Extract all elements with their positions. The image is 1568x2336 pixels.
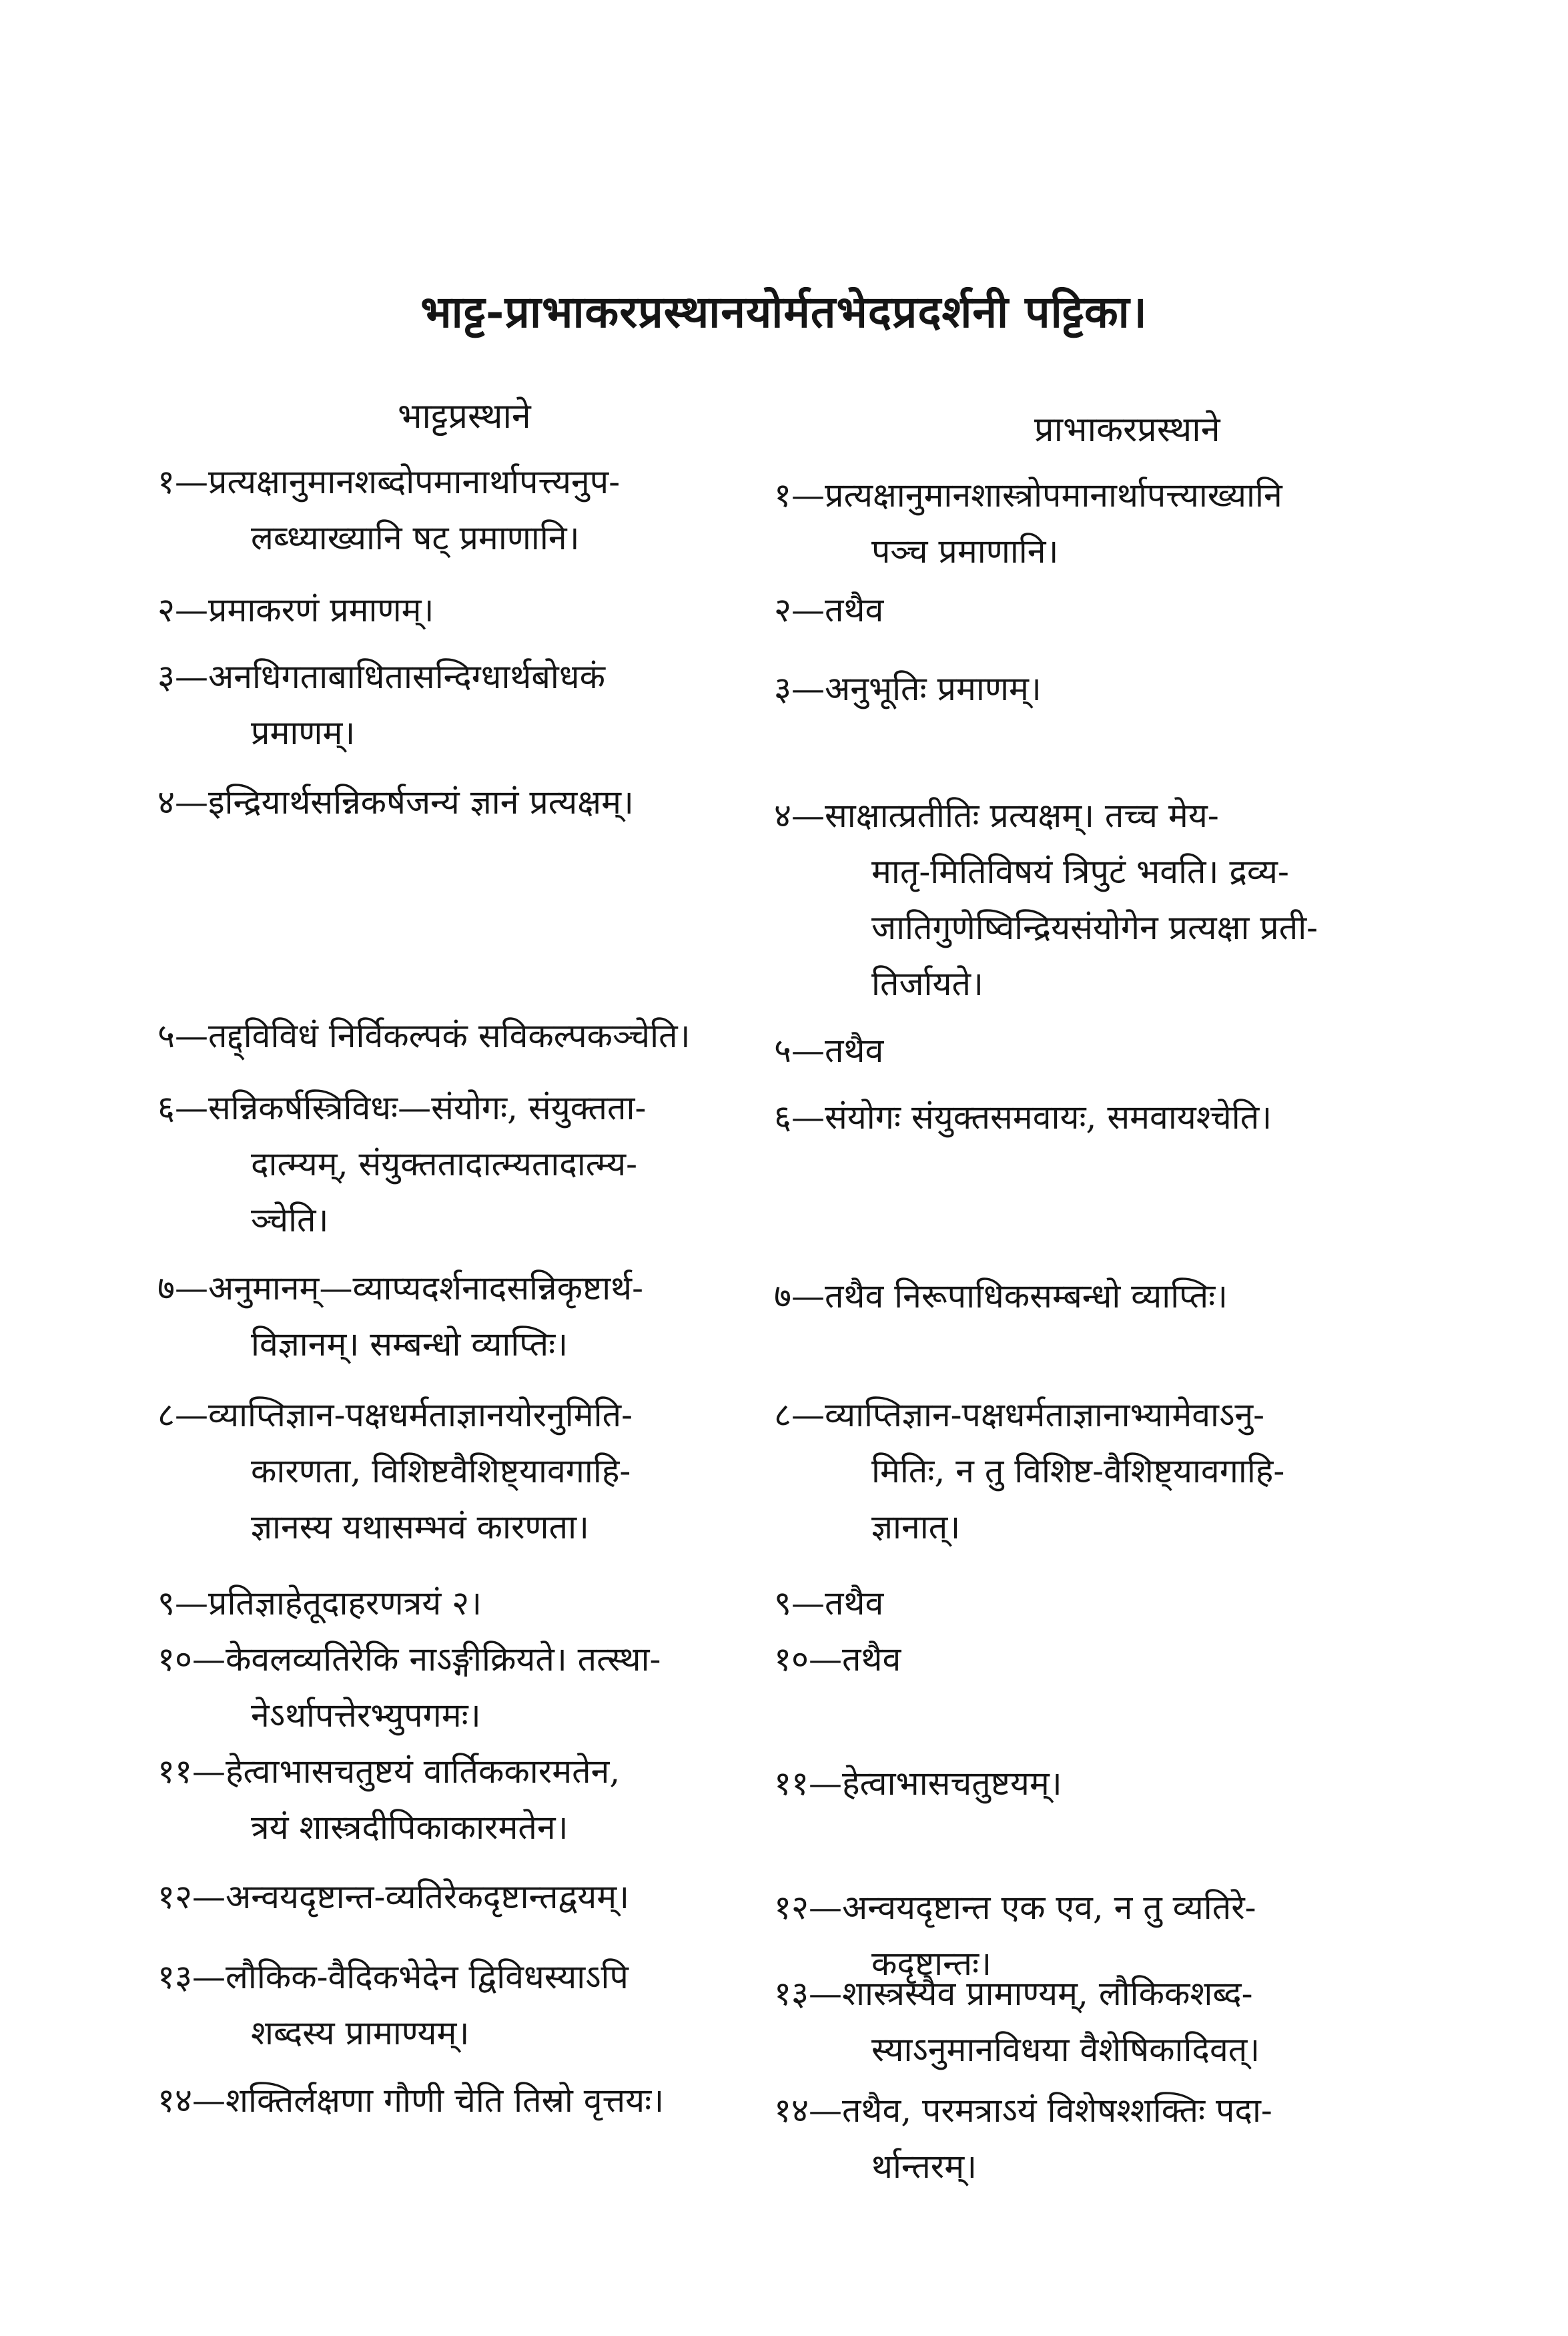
entry-text: सन्निकर्षस्त्रिविधः—संयोगः, संयुक्तता- bbox=[208, 1089, 647, 1127]
right-entry bbox=[774, 582, 1441, 638]
entry-number: ९ bbox=[774, 1584, 791, 1623]
entry-text: अनधिगताबाधितासन्दिग्धार्थबोधकं bbox=[208, 657, 605, 696]
entry-text: लौकिक-वैदिकभेदेन द्विविधस्याऽपि bbox=[226, 1958, 629, 1996]
entry-number: ३ bbox=[774, 669, 791, 708]
entry-continuation-line: मितिः, न तु विशिष्ट-वैशिष्ट्यावगाहि- bbox=[871, 1452, 1285, 1490]
entry-dash: — bbox=[809, 1888, 842, 1927]
entry-first-line bbox=[774, 467, 1441, 523]
entry-text: प्रतिज्ञाहेतूदाहरणत्रयं २। bbox=[208, 1584, 482, 1623]
entry-continuation-line: ज्ञानात्। bbox=[871, 1508, 961, 1546]
entry-dash: — bbox=[192, 1640, 226, 1679]
entry-dash: — bbox=[791, 591, 825, 629]
entry-first-line bbox=[774, 1966, 1441, 2022]
entry-first-line bbox=[774, 1387, 1441, 1443]
entry-dash: — bbox=[175, 1089, 208, 1127]
entry-number: ५ bbox=[157, 1016, 175, 1055]
entry-first-line bbox=[774, 582, 1441, 638]
entry-first-line bbox=[157, 1631, 758, 1687]
entry-first-line bbox=[157, 454, 758, 510]
left-entry bbox=[157, 1387, 758, 1555]
entry-continuation-line: कदृष्टान्तः। bbox=[871, 1944, 992, 1983]
left-entry bbox=[157, 1080, 758, 1248]
entry-number: १० bbox=[157, 1640, 192, 1679]
right-entry bbox=[774, 467, 1441, 579]
left-entry bbox=[157, 454, 758, 566]
entry-continuation-line: र्थान्तरम्। bbox=[871, 2147, 977, 2186]
entry-first-line bbox=[774, 1575, 1441, 1631]
entry-dash: — bbox=[791, 1098, 825, 1137]
entry-continuation-line: पञ्च प्रमाणानि। bbox=[871, 532, 1059, 571]
left-entry bbox=[157, 1008, 758, 1064]
entry-dash: — bbox=[791, 476, 825, 515]
entry-text: तद्द्विविधं निर्विकल्पकं सविकल्पकञ्चेति। bbox=[208, 1016, 691, 1055]
entry-continuation-line: शब्दस्य प्रामाण्यम्। bbox=[251, 2014, 470, 2052]
entry-number: ४ bbox=[774, 796, 791, 835]
entry-dash: — bbox=[791, 796, 825, 835]
entry-text: व्याप्तिज्ञान-पक्षधर्मताज्ञानयोरनुमिति- bbox=[208, 1396, 633, 1434]
entry-number: ८ bbox=[774, 1396, 791, 1434]
entry-text: इन्द्रियार्थसन्निकर्षजन्यं ज्ञानं प्रत्यक्षम्। bbox=[208, 783, 634, 822]
entry-dash: — bbox=[791, 1277, 825, 1316]
entry-text: तथैव bbox=[825, 1031, 884, 1070]
entry-dash: — bbox=[175, 463, 208, 501]
entry-first-line bbox=[157, 774, 758, 830]
entry-first-line bbox=[774, 1268, 1441, 1324]
entry-dash: — bbox=[175, 657, 208, 696]
entry-number: १० bbox=[774, 1640, 809, 1679]
entry-dash: — bbox=[791, 1584, 825, 1623]
entry-dash: — bbox=[175, 591, 208, 629]
entry-text: अनुभूतिः प्रमाणम्। bbox=[825, 669, 1042, 708]
entry-text: केवलव्यतिरेकि नाऽङ्गीक्रियते। तत्स्था- bbox=[226, 1640, 661, 1679]
entry-text: प्रत्यक्षानुमानशास्त्रोपमानार्थापत्त्याख्यानि bbox=[825, 476, 1282, 515]
right-column-heading: प्राभाकरप्रस्थाने bbox=[1034, 410, 1220, 450]
entry-first-line bbox=[157, 1575, 758, 1631]
entry-text: अन्वयदृष्टान्त-व्यतिरेकदृष्टान्तद्वयम्। bbox=[226, 1877, 630, 1916]
entry-continuation-line: नेऽर्थापत्तेरभ्युपगमः। bbox=[251, 1696, 481, 1735]
entry-continuation-line: प्रमाणम्। bbox=[251, 713, 356, 752]
entry-number: २ bbox=[157, 591, 175, 629]
left-entry bbox=[157, 774, 758, 830]
right-entry bbox=[774, 1387, 1441, 1555]
left-entry bbox=[157, 582, 758, 638]
right-entry bbox=[774, 1575, 1441, 1631]
entry-dash: — bbox=[175, 1269, 208, 1307]
entry-number: १३ bbox=[157, 1958, 192, 1996]
entry-number: १४ bbox=[774, 2091, 809, 2130]
entry-first-line bbox=[774, 1879, 1441, 1936]
entry-text: व्याप्तिज्ञान-पक्षधर्मताज्ञानाभ्यामेवाऽनु- bbox=[825, 1396, 1264, 1434]
entry-dash: — bbox=[192, 1958, 226, 1996]
left-entry bbox=[157, 1260, 758, 1372]
right-entry bbox=[774, 1966, 1441, 2078]
right-entry bbox=[774, 2082, 1441, 2195]
entry-first-line bbox=[774, 1755, 1441, 1811]
entry-first-line bbox=[774, 788, 1441, 844]
entry-continuation-line: त्रयं शास्त्रदीपिकाकारमतेन। bbox=[251, 1808, 568, 1847]
entry-number: ६ bbox=[774, 1098, 791, 1137]
entry-dash: — bbox=[809, 1974, 842, 2013]
entry-continuation-line: तिर्जायते। bbox=[871, 964, 984, 1003]
entry-first-line bbox=[157, 582, 758, 638]
entry-number: २ bbox=[774, 591, 791, 629]
entry-number: ६ bbox=[157, 1089, 175, 1127]
entry-number: ८ bbox=[157, 1396, 175, 1434]
entry-dash: — bbox=[175, 783, 208, 822]
entry-dash: — bbox=[175, 1396, 208, 1434]
entry-first-line bbox=[774, 1631, 1441, 1687]
entry-dash: — bbox=[791, 1031, 825, 1070]
entry-first-line bbox=[774, 661, 1441, 717]
entry-number: ४ bbox=[157, 783, 175, 822]
entry-dash: — bbox=[809, 1640, 842, 1679]
entry-number: ११ bbox=[774, 1764, 809, 1803]
entry-dash: — bbox=[809, 1764, 842, 1803]
entry-continuation-line: ज्ञानस्य यथासम्भवं कारणता। bbox=[251, 1508, 589, 1546]
entry-number: ७ bbox=[774, 1277, 791, 1316]
entry-number: ५ bbox=[774, 1031, 791, 1070]
entry-continuation-line: जातिगुणेष्विन्द्रियसंयोगेन प्रत्यक्षा प्रती- bbox=[871, 908, 1318, 947]
left-column-heading: भाट्टप्रस्थाने bbox=[398, 396, 531, 436]
right-entry bbox=[774, 788, 1441, 1012]
entry-text: हेत्वाभासचतुष्टयम्। bbox=[842, 1764, 1062, 1803]
entry-first-line bbox=[157, 1008, 758, 1064]
entry-continuation-line: लब्ध्याख्यानि षट् प्रमाणानि। bbox=[251, 519, 580, 557]
left-entry bbox=[157, 649, 758, 761]
entry-text: तथैव bbox=[825, 591, 884, 629]
entry-continuation-line: विज्ञानम्। सम्बन्धो व्याप्तिः। bbox=[251, 1325, 568, 1364]
entry-continuation-line: स्याऽनुमानविधया वैशेषिकादिवत्। bbox=[871, 2030, 1260, 2069]
entry-text: तथैव निरूपाधिकसम्बन्धो व्याप्तिः। bbox=[825, 1277, 1228, 1316]
entry-number: १२ bbox=[157, 1877, 192, 1916]
entry-text: प्रमाकरणं प्रमाणम्। bbox=[208, 591, 434, 629]
right-entry bbox=[774, 1268, 1441, 1324]
right-entry bbox=[774, 1755, 1441, 1811]
entry-dash: — bbox=[192, 2081, 226, 2120]
entry-text: साक्षात्प्रतीतिः प्रत्यक्षम्। तच्च मेय- bbox=[825, 796, 1219, 835]
entry-text: तथैव bbox=[825, 1584, 884, 1623]
entry-dash: — bbox=[192, 1877, 226, 1916]
entry-number: ७ bbox=[157, 1269, 175, 1307]
entry-continuation-line: ञ्चेति। bbox=[251, 1201, 329, 1239]
entry-number: ११ bbox=[157, 1752, 192, 1791]
entry-first-line bbox=[774, 2082, 1441, 2138]
right-entry bbox=[774, 661, 1441, 717]
left-entry bbox=[157, 1869, 758, 1925]
entry-continuation-line: मातृ-मितिविषयं त्रिपुटं भवति। द्रव्य- bbox=[871, 852, 1289, 891]
right-entry bbox=[774, 1089, 1441, 1145]
entry-first-line bbox=[774, 1023, 1441, 1079]
entry-text: हेत्वाभासचतुष्टयं वार्तिककारमतेन, bbox=[226, 1752, 621, 1791]
entry-text: प्रत्यक्षानुमानशब्दोपमानार्थापत्त्यनुप- bbox=[208, 463, 621, 501]
entry-dash: — bbox=[175, 1016, 208, 1055]
entry-text: शक्तिर्लक्षणा गौणी चेति तिस्रो वृत्तयः। bbox=[226, 2081, 665, 2120]
page-title: भाट्ट-प्राभाकरप्रस्थानयोर्मतभेदप्रदर्शनी पट्टिका। bbox=[420, 286, 1148, 338]
left-entry bbox=[157, 1575, 758, 1631]
entry-continuation-line: दात्म्यम्, संयुक्ततादात्म्यतादात्म्य- bbox=[251, 1145, 637, 1183]
entry-text: शास्त्रस्यैव प्रामाण्यम्, लौकिकशब्द- bbox=[842, 1974, 1253, 2013]
left-entry bbox=[157, 1949, 758, 2061]
entry-text: तथैव bbox=[842, 1640, 901, 1679]
entry-number: १४ bbox=[157, 2081, 192, 2120]
entry-first-line bbox=[157, 1949, 758, 2005]
entry-first-line bbox=[157, 1387, 758, 1443]
entry-first-line bbox=[157, 1743, 758, 1799]
entry-dash: — bbox=[791, 669, 825, 708]
entry-number: ३ bbox=[157, 657, 175, 696]
entry-first-line bbox=[157, 2072, 758, 2128]
entry-text: संयोगः संयुक्तसमवायः, समवायश्चेति। bbox=[825, 1098, 1272, 1137]
left-entry bbox=[157, 1743, 758, 1855]
entry-number: १ bbox=[157, 463, 175, 501]
entry-dash: — bbox=[175, 1584, 208, 1623]
entry-text: अन्वयदृष्टान्त एक एव, न तु व्यतिरे- bbox=[842, 1888, 1256, 1927]
entry-continuation-line: कारणता, विशिष्टवैशिष्ट्यावगाहि- bbox=[251, 1452, 631, 1490]
entry-first-line bbox=[157, 1260, 758, 1316]
entry-dash: — bbox=[791, 1396, 825, 1434]
left-entry bbox=[157, 1631, 758, 1743]
entry-text: तथैव, परमत्राऽयं विशेषश्शक्तिः पदा- bbox=[842, 2091, 1272, 2130]
entry-text: अनुमानम्—व्याप्यदर्शनादसन्निकृष्टार्थ- bbox=[208, 1269, 643, 1307]
right-entry bbox=[774, 1023, 1441, 1079]
entry-dash: — bbox=[192, 1752, 226, 1791]
entry-number: १२ bbox=[774, 1888, 809, 1927]
left-entry bbox=[157, 2072, 758, 2128]
entry-number: ९ bbox=[157, 1584, 175, 1623]
entry-first-line bbox=[157, 1080, 758, 1136]
entry-first-line bbox=[774, 1089, 1441, 1145]
entry-first-line bbox=[157, 1869, 758, 1925]
entry-dash: — bbox=[809, 2091, 842, 2130]
right-entry bbox=[774, 1631, 1441, 1687]
entry-number: १३ bbox=[774, 1974, 809, 2013]
entry-first-line bbox=[157, 649, 758, 705]
entry-number: १ bbox=[774, 476, 791, 515]
